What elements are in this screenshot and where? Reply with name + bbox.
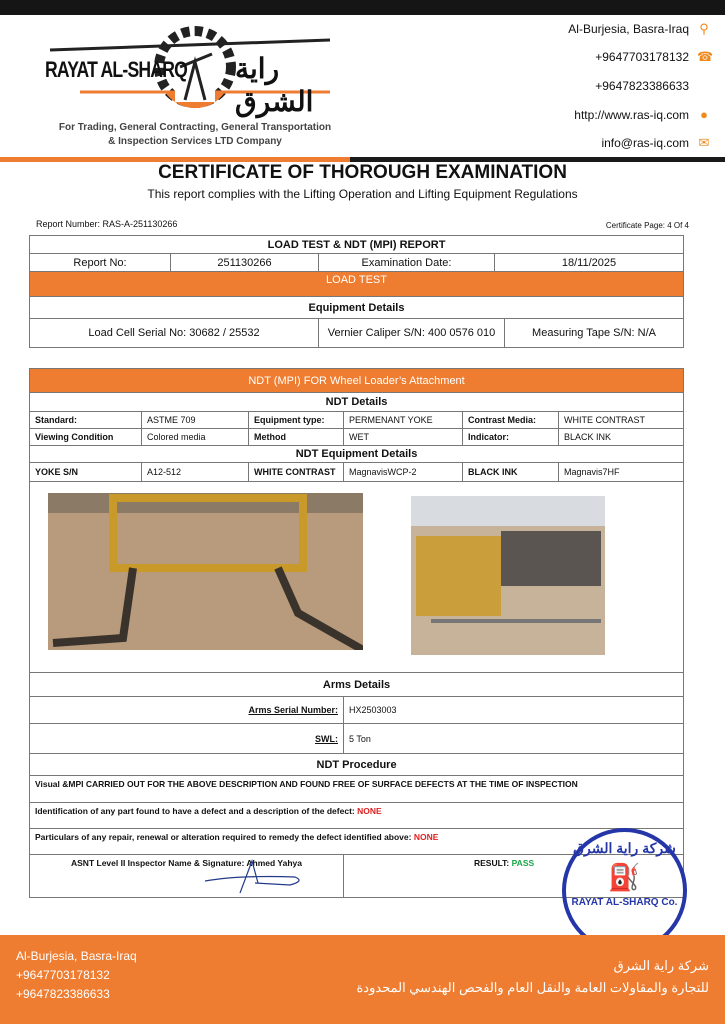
stamp-text-ar: شركة راية الشرق	[573, 840, 676, 856]
load-test-band: LOAD TEST	[30, 272, 684, 297]
footer-address: Al-Burjesia, Basra-Iraq	[16, 949, 137, 963]
mail-icon: ✉	[698, 135, 710, 150]
particulars-value: NONE	[413, 832, 439, 842]
globe-icon: ●	[700, 107, 708, 122]
viewing-condition-value: Colored media	[142, 429, 249, 446]
company-logo	[40, 22, 350, 152]
standard-value: ASTME 709	[142, 412, 249, 429]
footer-contact	[16, 947, 137, 1004]
indicator-value: BLACK INK	[559, 429, 684, 446]
black-ink-value: Magnavis7HF	[559, 463, 684, 482]
contact-address	[451, 22, 711, 36]
certificate-subtitle: This report complies with the Lifting Operation and Lifting Equipment Regulations	[147, 187, 578, 201]
ndt-band: NDT (MPI) FOR Wheel Loader’s Attachment	[30, 369, 684, 393]
arms-serial-label: Arms Serial Number:	[30, 697, 344, 724]
photo-forks-side	[411, 496, 605, 655]
exam-date-label: Examination Date:	[319, 254, 495, 272]
contrast-media-value: WHITE CONTRAST	[559, 412, 684, 429]
phone-icon: ☎	[697, 49, 714, 64]
vernier-caliper-serial: Vernier Caliper S/N: 400 0576 010	[319, 319, 505, 348]
phone-2-text: +9647823386633	[595, 79, 689, 93]
tagline-2: & Inspection Services LTD Company	[108, 136, 282, 147]
ndt-procedure-heading: NDT Procedure	[30, 754, 684, 776]
yoke-sn-label: YOKE S/N	[30, 463, 142, 482]
footer	[0, 935, 725, 1024]
email-link[interactable]: info@ras-iq.com	[601, 136, 689, 150]
black-ink-label: BLACK INK	[463, 463, 559, 482]
report-no-value: 251130266	[171, 254, 319, 272]
contact-phone-1	[451, 49, 714, 64]
indicator-label: Indicator:	[463, 429, 559, 446]
load-test-table	[29, 235, 684, 348]
footer-company-name-ar: شركة راية الشرق	[613, 958, 709, 973]
stamp-text-en: RAYAT AL-SHARQ Co.	[571, 897, 678, 908]
contact-email[interactable]	[451, 136, 711, 150]
contact-phone-2	[451, 79, 711, 93]
tagline-1: For Trading, General Contracting, General Transportation	[58, 122, 332, 133]
inspector-text: ASNT Level II Inspector Name & Signature: Ahmed Yahya	[71, 858, 302, 868]
ndt-equipment-heading: NDT Equipment Details	[30, 446, 684, 463]
arms-serial-value: HX2503003	[344, 697, 684, 724]
standard-label: Standard:	[30, 412, 142, 429]
white-contrast-value: MagnavisWCP-2	[344, 463, 463, 482]
report-no-label: Report No:	[30, 254, 171, 272]
top-bar	[0, 0, 725, 15]
contact-website[interactable]	[451, 108, 711, 122]
certificate-title: CERTIFICATE OF THOROUGH EXAMINATION	[158, 162, 567, 183]
result-value: PASS	[511, 858, 535, 868]
footer-company-ar	[357, 955, 710, 999]
result-label: RESULT:	[474, 858, 510, 868]
certificate-page: Certificate Page: 4 Of 4	[605, 221, 689, 230]
method-value: WET	[344, 429, 463, 446]
swl-value: 5 Ton	[344, 724, 684, 754]
location-pin-icon: ⚲	[699, 21, 709, 36]
footer-phone-1: +9647703178132	[16, 968, 110, 982]
identification-text: Identification of any part found to have a defect and a description of the defect:	[35, 806, 355, 816]
signature-icon	[200, 859, 310, 895]
particulars-text: Particulars of any repair, renewal or alteration required to remedy the defect identified above:	[35, 832, 412, 842]
contrast-media-label: Contrast Media:	[463, 412, 559, 429]
spacer-icon	[697, 79, 711, 93]
ndt-details-heading: NDT Details	[30, 393, 684, 412]
identification-value: NONE	[357, 806, 382, 816]
equipment-type-label: Equipment type:	[249, 412, 344, 429]
photo-forks-front	[48, 493, 363, 650]
arms-details-heading: Arms Details	[30, 673, 684, 697]
company-name-en: RAYAT AL-SHARQ	[45, 57, 188, 82]
exam-date-value: 18/11/2025	[495, 254, 684, 272]
method-label: Method	[249, 429, 344, 446]
company-name-ar: راية الشرق	[235, 53, 314, 117]
footer-phone-2: +9647823386633	[16, 987, 110, 1001]
procedure-text: Visual &MPI CARRIED OUT FOR THE ABOVE DESCRIPTION AND FOUND FREE OF SURFACE DEFECTS AT THE TIME OF INSPECTION	[30, 776, 684, 803]
identification-row	[30, 803, 684, 829]
pump-jack-icon: ⛽	[608, 862, 641, 892]
report-number: Report Number: RAS-A-251130266	[36, 219, 178, 229]
address-text: Al-Burjesia, Basra-Iraq	[568, 22, 689, 36]
equipment-type-value: PERMENANT YOKE	[344, 412, 463, 429]
inspector-cell	[30, 855, 344, 898]
website-link[interactable]: http://www.ras-iq.com	[574, 108, 689, 122]
yoke-sn-value: A12-512	[142, 463, 249, 482]
measuring-tape-serial: Measuring Tape S/N: N/A	[505, 319, 684, 348]
swl-label: SWL:	[30, 724, 344, 754]
load-test-heading: LOAD TEST & NDT (MPI) REPORT	[30, 236, 684, 254]
viewing-condition-label: Viewing Condition	[30, 429, 142, 446]
load-cell-serial: Load Cell Serial No: 30682 / 25532	[30, 319, 319, 348]
footer-company-desc-ar: للتجارة والمقاولات العامة والنقل العام والفحص الهندسي المحدودة	[356, 980, 709, 995]
equipment-details-heading: Equipment Details	[30, 297, 684, 319]
white-contrast-label: WHITE CONTRAST	[249, 463, 344, 482]
phone-1-text: +9647703178132	[595, 50, 689, 64]
